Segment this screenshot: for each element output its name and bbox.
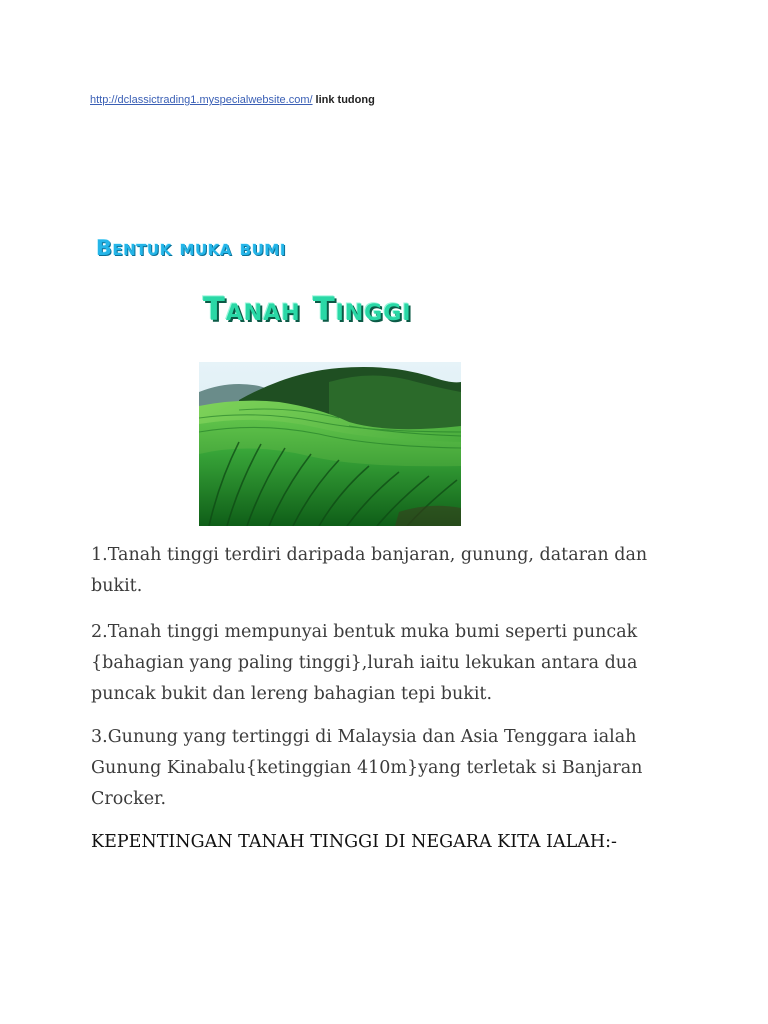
highland-tea-plantation-photo <box>199 362 461 526</box>
section-heading: Bentuk muka bumi <box>96 236 286 260</box>
website-link[interactable]: http://dclassictrading1.myspecialwebsite.com/ <box>90 94 313 106</box>
link-label: link tudong <box>315 94 375 106</box>
paragraph-2: 2.Tanah tinggi mempunyai bentuk muka bumi seperti puncak {bahagian yang paling tinggi},lurah iaitu lekukan antara dua puncak bukit dan lereng bahagian tepi bukit. <box>91 622 638 704</box>
paragraph-3: 3.Gunung yang tertinggi di Malaysia dan Asia Tenggara ialah Gunung Kinabalu{ketinggian 410m}yang terletak si Banjaran Crocker. <box>91 727 643 809</box>
paragraph-1: 1.Tanah tinggi terdiri daripada banjaran, gunung, dataran dan bukit. <box>91 545 648 596</box>
section-subheading: KEPENTINGAN TANAH TINGGI DI NEGARA KITA IALAH:- <box>91 832 617 852</box>
page-title: Tanah Tinggi <box>203 290 412 328</box>
link-line <box>90 94 375 106</box>
